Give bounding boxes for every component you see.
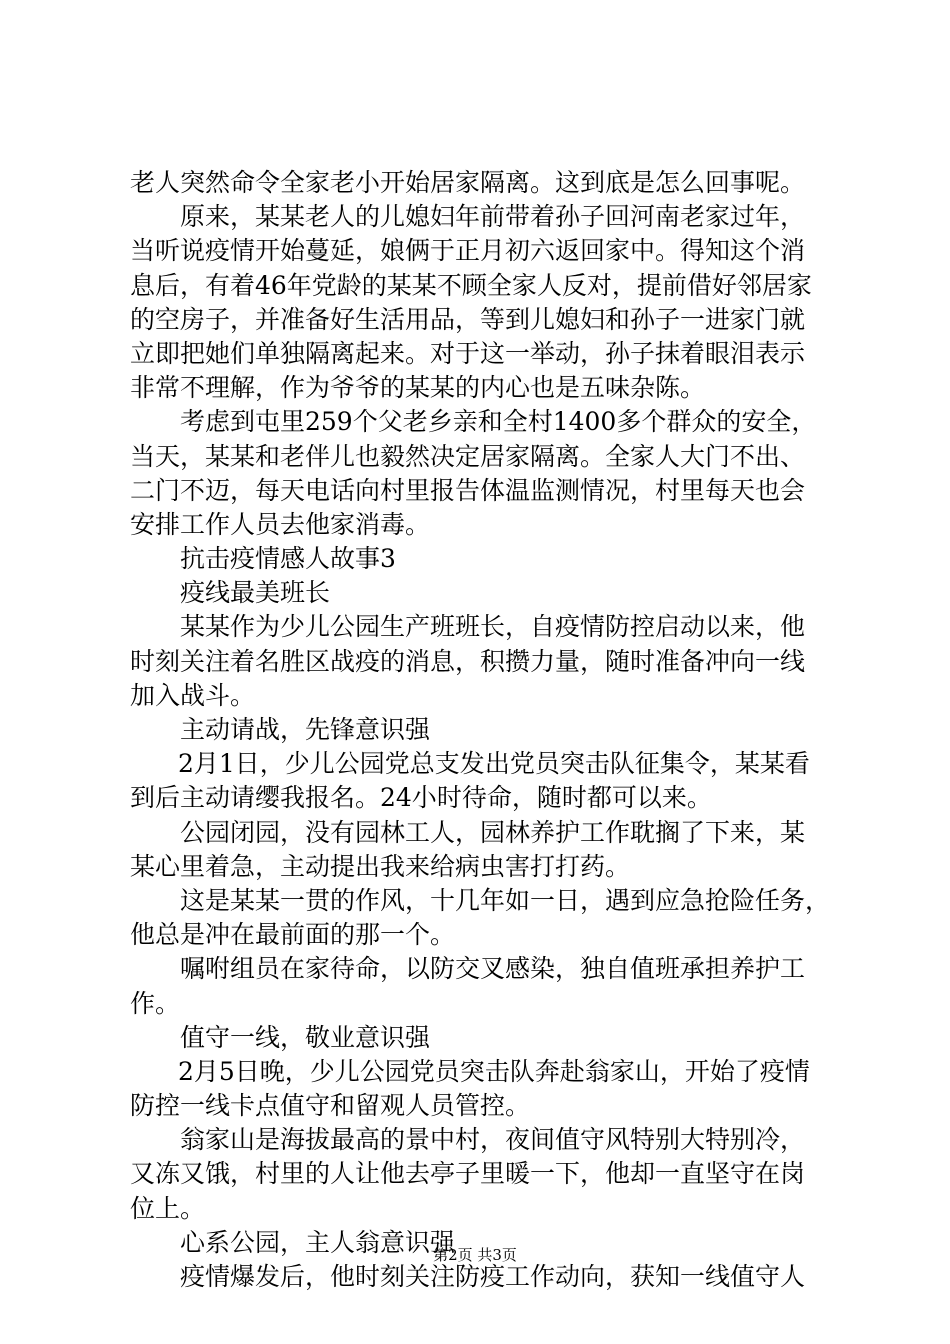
text-line: 加入战斗。 (130, 680, 256, 710)
text-line: 时刻关注着名胜区战疫的消息，积攒力量，随时准备冲向一线 (130, 646, 806, 676)
text-line: 2月1日，少儿公园党总支发出党员突击队征集令，某某看 (178, 749, 810, 779)
subsection-heading: 主动请战，先锋意识强 (180, 715, 431, 744)
text-line: 立即把她们单独隔离起来。对于这一举动，孙子抹着眼泪表示 (130, 338, 806, 368)
text-line: 老人突然命令全家老小开始居家隔离。这到底是怎么回事呢。 (130, 168, 806, 197)
text-line: 当天，某某和老伴儿也毅然决定居家隔离。全家人大门不出、 (130, 441, 806, 471)
text-line: 翁家山是海拔最高的景中村，夜间值守风特别大特别冷， (180, 1125, 806, 1155)
text-line: 二门不迈，每天电话向村里报告体温监测情况，村里每天也会 (130, 475, 806, 505)
text-line: 的空房子，并准备好生活用品，等到儿媳妇和孙子一进家门就 (130, 304, 806, 334)
text-line: 非常不理解，作为爷爷的某某的内心也是五味杂陈。 (130, 373, 706, 403)
text-line: 2月5日晚，少儿公园党员突击队奔赴翁家山，开始了疫情 (178, 1056, 810, 1086)
page-footer: 第2页 共3页 (433, 1246, 517, 1264)
text-line: 当听说疫情开始蔓延，娘俩于正月初六返回家中。得知这个消 (130, 236, 806, 266)
subsection-heading: 心系公园，主人翁意识强 (180, 1227, 456, 1257)
text-line: 考虑到屯里259个父老乡亲和全村1400多个群众的安全， (180, 407, 817, 437)
section-heading: 疫线最美班长 (180, 578, 331, 608)
subsection-heading: 值守一线，敬业意识强 (180, 1022, 431, 1052)
text-line: 又冻又饿，村里的人让他去亭子里暖一下，他却一直坚守在岗 (130, 1159, 806, 1189)
text-line: 疫情爆发后，他时刻关注防疫工作动向，获知一线值守人 (180, 1262, 806, 1291)
text-line: 他总是冲在最前面的那一个。 (130, 920, 456, 950)
text-line: 嘱咐组员在家待命，以防交叉感染，独自值班承担养护工 (180, 954, 806, 984)
text-line: 防控一线卡点值守和留观人员管控。 (130, 1091, 531, 1121)
text-line: 公园闭园，没有园林工人，园林养护工作耽搁了下来，某 (180, 817, 806, 847)
body-text (130, 166, 835, 1294)
text-line: 作。 (130, 988, 181, 1018)
text-line: 这是某某一贯的作风，十几年如一日，遇到应急抢险任务， (180, 885, 831, 915)
text-line: 某某作为少儿公园生产班班长，自疫情防控启动以来，他 (180, 612, 806, 642)
text-line: 位上。 (130, 1193, 206, 1223)
text-line: 安排工作人员去他家消毒。 (130, 509, 431, 539)
text-line: 到后主动请缨我报名。24小时待命，随时都可以来。 (130, 783, 712, 813)
text-line: 原来，某某老人的儿媳妇年前带着孙子回河南老家过年， (180, 202, 806, 232)
text-line: 息后，有着46年党龄的某某不顾全家人反对，提前借好邻居家 (130, 270, 812, 300)
section-heading: 抗击疫情感人故事3 (180, 544, 396, 574)
text-line: 某心里着急，主动提出我来给病虫害打打药。 (130, 851, 631, 881)
